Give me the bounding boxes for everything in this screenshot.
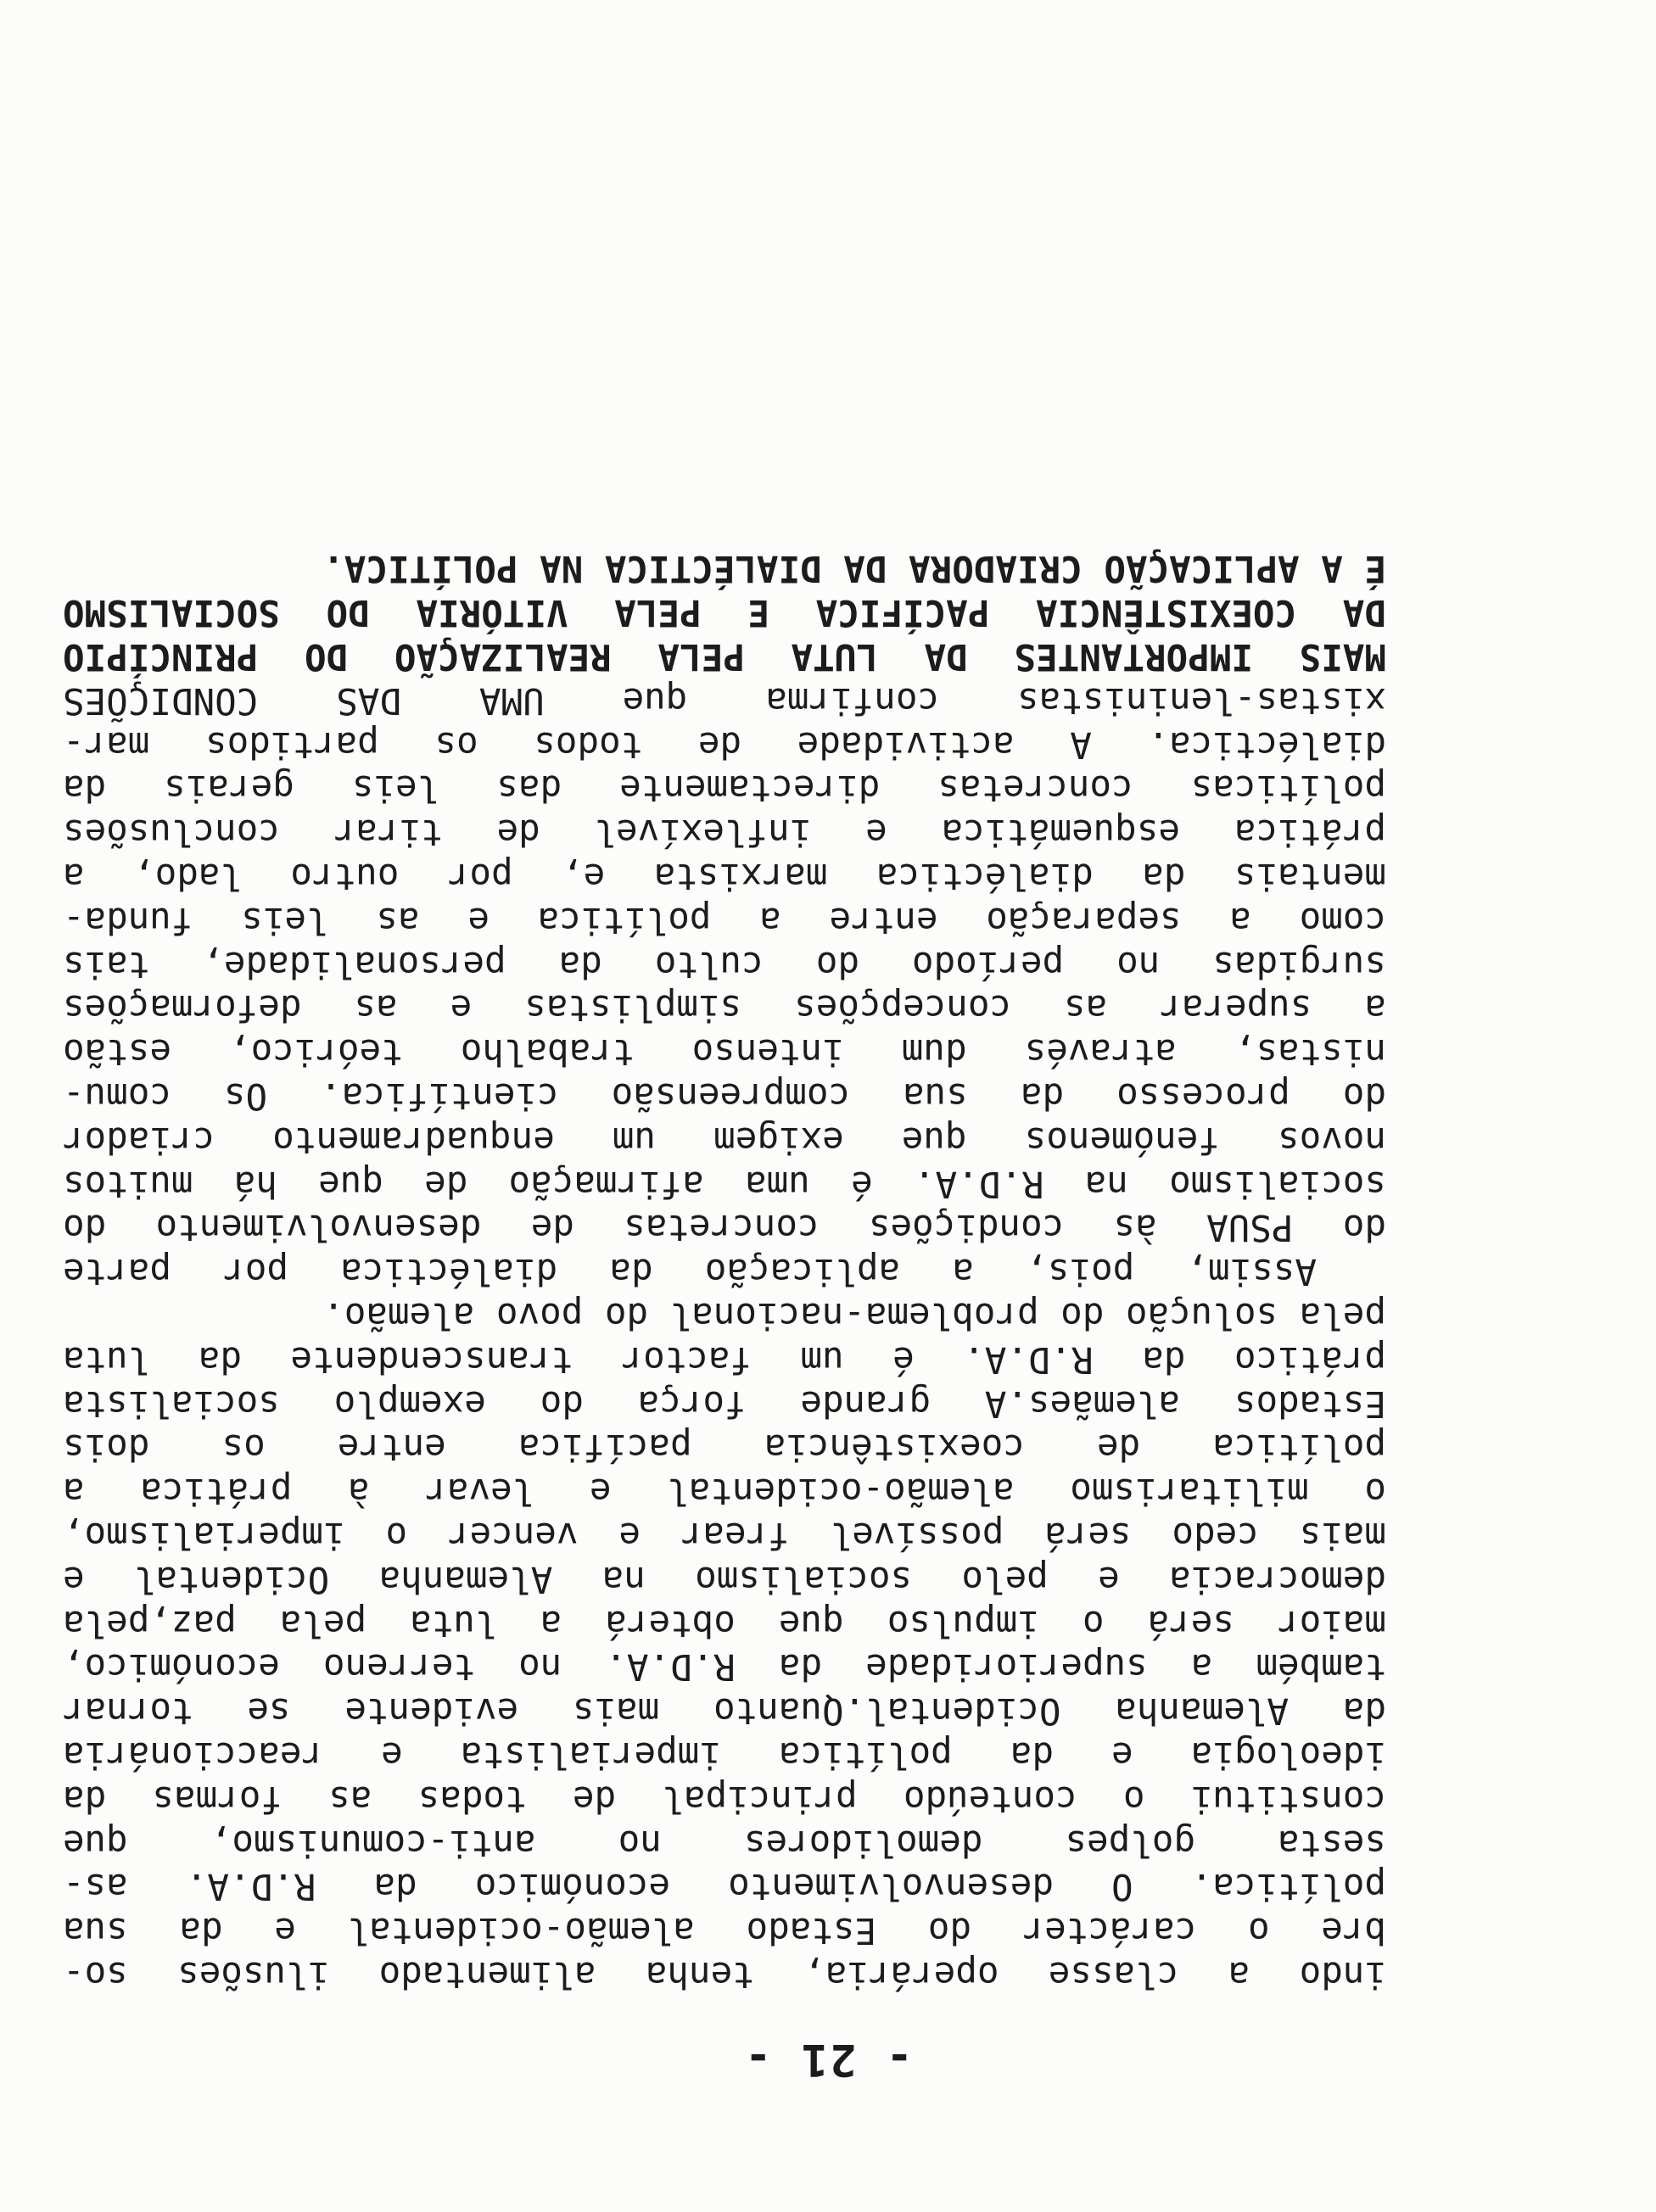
- text-line: maior será o impulso que obterá a luta pela paz,pela: [63, 1601, 1386, 1644]
- text-line: mais cedo será possível frear e vencer o imperialismo,: [63, 1514, 1386, 1556]
- text-line: prática esquemática e inflexível de tirar conclusões: [63, 811, 1386, 853]
- text-line: DA COEXISTÊNCIA PACÍFICA E PELA VITÓRIA DO SOCIALISMO: [63, 591, 1386, 634]
- text-line: Estados alemães.A grande força do exemplo socialista: [63, 1382, 1386, 1424]
- text-line: É A APLICAÇÃO CRIADORA DA DIALÉCTICA NA POLÍTICA.: [322, 547, 1386, 589]
- text-line: indo a classe operária, tenha alimentado ilusões so-: [63, 1953, 1386, 1995]
- page-body: [63, 546, 1386, 1996]
- page-number: - 21 -: [743, 2034, 913, 2085]
- text-line: ideologia e da política imperialista e reaccionária: [63, 1734, 1386, 1776]
- text-line: política. O desenvolvimento económico da R.D.A. as-: [63, 1865, 1386, 1908]
- text-line: Assim, pois, a aplicação da dialéctica por parte: [63, 1250, 1317, 1293]
- text-line: do processo da sua compreensão científica. Os comu-: [63, 1075, 1386, 1117]
- text-line: pela solução do problema-nacional do povo alemão.: [322, 1294, 1386, 1337]
- text-line: MAIS IMPORTANTES DA LUTA PELA REALIZAÇÃO DO PRINCÍPIO: [63, 635, 1386, 678]
- text-line: constitui o conteúdo principal de todas as formas da: [63, 1777, 1386, 1819]
- text-line: também a superioridade da R.D.A. no terreno económico,: [63, 1645, 1386, 1688]
- text-line: surgidas no período do culto da personalidade, tais: [63, 942, 1386, 985]
- text-line: xistas-leninistas confirma que UMA DAS CONDIÇÕES: [63, 679, 1386, 721]
- text-line: mentais da dialéctica marxista e, por outro lado, a: [63, 855, 1386, 897]
- text-line: política de coexistência pacífica entre os dois: [63, 1426, 1386, 1468]
- text-line: do PSUA às condições concretas de desenvolvimento do: [63, 1206, 1386, 1248]
- text-line: socialismo na R.D.A. é uma afirmação de que há muitos: [63, 1162, 1386, 1204]
- text-line: nistas, através dum intenso trabalho teórico, estão: [63, 1031, 1386, 1073]
- text-line: novos fenómenos que exigem um enquadramento criador: [63, 1118, 1386, 1160]
- text-line: dialéctica. A actividade de todos os partidos mar-: [63, 723, 1386, 765]
- text-line: políticas concretas directamente das leis gerais da: [63, 767, 1386, 809]
- text-line: como a separação entre a política e as leis funda-: [63, 898, 1386, 941]
- text-line: o militarismo alemão-ocidental e levar à prática a: [63, 1470, 1386, 1512]
- text-line: sesta golpes demolidores no anti-comunismo, que: [63, 1821, 1386, 1863]
- text-line: democracia e pelo socialismo na Alemanha Ocidental e: [63, 1557, 1386, 1600]
- text-line: prático da R.D.A. é um factor transcendente da luta: [63, 1338, 1386, 1380]
- text-line: bre o carácter do Estado alemão-ocidental e da sua: [63, 1909, 1386, 1952]
- text-line: a superar as concepções simplistas e as deformações: [63, 986, 1386, 1029]
- text-line: da Alemanha Ocidental.Quanto mais evidente se tornar: [63, 1690, 1386, 1732]
